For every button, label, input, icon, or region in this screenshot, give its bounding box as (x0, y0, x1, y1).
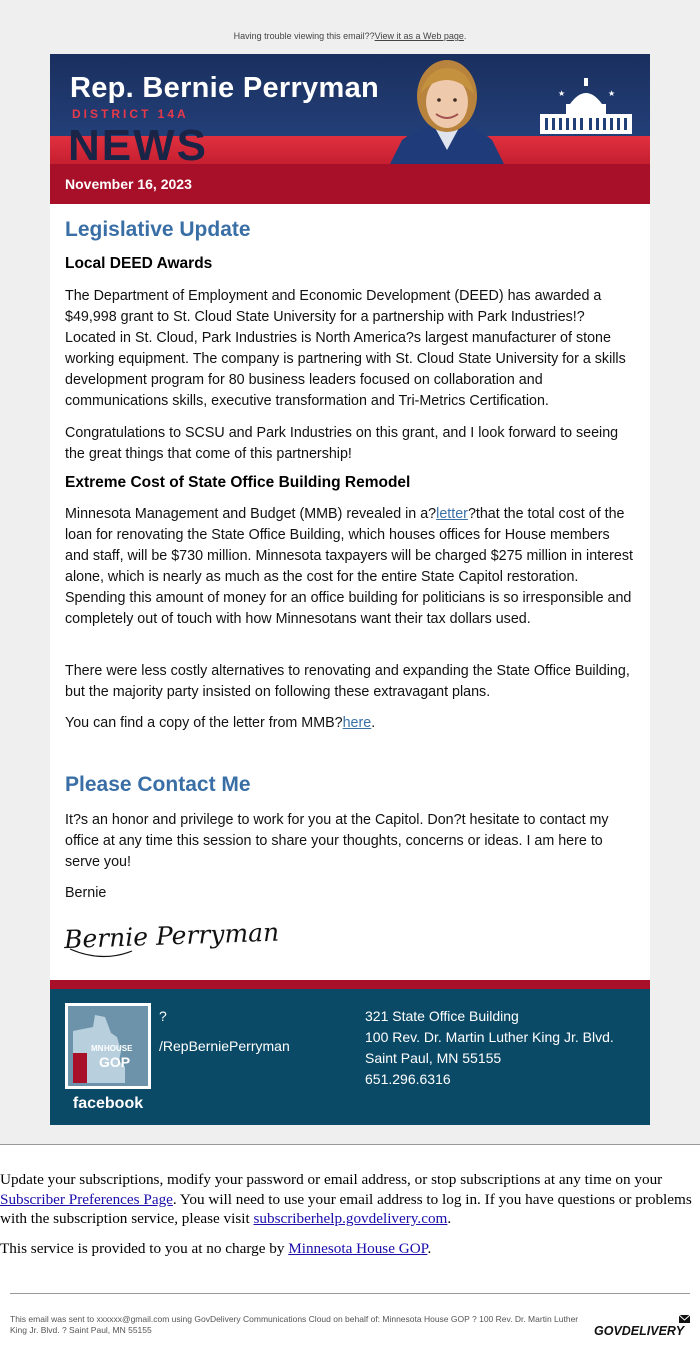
preheader-text: Having trouble viewing this email?? (233, 31, 375, 41)
address-line: 321 State Office Building (365, 1008, 519, 1024)
mn-house-gop-logo (65, 1003, 151, 1115)
letter-link[interactable]: letter (436, 506, 468, 522)
facebook-handle[interactable]: /RepBerniePerryman (159, 1038, 290, 1054)
newsletter-card (50, 54, 650, 1125)
news-wordmark: NEWS (68, 121, 208, 170)
sob-paragraph-2: There were less costly alternatives to renovating and expanding the State Office Building, but the majority party insisted on following these extravagant plans. (65, 663, 630, 700)
subscription-notice: Update your subscriptions, modify your password or email address, or stop subscriptions at any time on your Subscriber Preferences Page. You will need to use your email address to log in. If you have questions or problems with the subscription service, please visit subscriberhelp.govdelivery.com. (0, 1171, 692, 1227)
divider (0, 1144, 700, 1145)
svg-text:HOUSE: HOUSE (104, 1044, 133, 1053)
sob-title: Extreme Cost of State Office Building Remodel (65, 474, 411, 491)
contact-body: It?s an honor and privilege to work for you at the Capitol. Don?t hesitate to contact my office at any time this session to share your thoughts, concerns or ideas. I am here to serve you! (65, 812, 609, 870)
govdelivery-logo[interactable] (594, 1313, 694, 1339)
signature-image (62, 907, 280, 967)
svg-text:Bernie Perryman: Bernie Perryman (63, 917, 280, 955)
svg-text:GOVDELIVERY: GOVDELIVERY (594, 1324, 685, 1338)
portrait-photo (380, 54, 514, 164)
office-address (365, 1006, 614, 1090)
divider (10, 1293, 690, 1294)
header-banner (50, 54, 650, 204)
contact-heading: Please Contact Me (65, 773, 251, 796)
sent-notice: This email was sent to xxxxxx@gmail.com using GovDelivery Communications Cloud on behalf of: Minnesota House GOP ? 100 Rev. Dr. Martin Luther King Jr. Blvd. ? Saint Paul, MN 55155 (10, 1314, 579, 1335)
service-notice: This service is provided to you at no charge by Minnesota House GOP. (0, 1240, 432, 1257)
legislative-heading: Legislative Update (65, 218, 251, 241)
minnesota-house-gop-link[interactable]: Minnesota House GOP (288, 1240, 428, 1257)
phone-number: 651.296.6316 (365, 1071, 451, 1087)
facebook-link[interactable] (65, 1003, 151, 1115)
signoff: Bernie (65, 885, 107, 901)
preheader: Having trouble viewing this email??View it as a Web page. (233, 31, 467, 41)
footer-divider (50, 980, 650, 989)
issue-date: November 16, 2023 (65, 176, 192, 192)
view-web-page-link[interactable]: View it as a Web page (374, 31, 464, 41)
deed-title: Local DEED Awards (65, 255, 213, 272)
footer (50, 989, 650, 1125)
subscriber-preferences-link[interactable]: Subscriber Preferences Page (0, 1190, 173, 1208)
svg-text:★: ★ (608, 89, 616, 98)
capitol-icon (536, 78, 636, 136)
sob-paragraph-1: Minnesota Management and Budget (MMB) revealed in a?letter?that the total cost of the loan for renovating the State Office Building, which houses offices for House members and staff, will be $730 million. Minnesota taxpayers will be charged $275 million in interest alone, which is nearly as much as the cost for the entire State Capitol restoration. Spending this amount of money for an office building for politicians is so irresponsible and completely out of touch with how Minnesotans want their tax dollars used. (65, 506, 633, 627)
address-line: 100 Rev. Dr. Martin Luther King Jr. Blvd. (365, 1029, 614, 1045)
address-line: Saint Paul, MN 55155 (365, 1050, 502, 1066)
svg-text:★: ★ (558, 89, 566, 98)
envelope-icon (679, 1315, 690, 1323)
svg-text:GOP: GOP (99, 1054, 131, 1070)
deed-paragraph-2: Congratulations to SCSU and Park Industries on this grant, and I look forward to seeing the great things that come of this partnership! (65, 425, 619, 462)
here-link[interactable]: here (342, 715, 372, 731)
svg-text:MN: MN (91, 1044, 104, 1053)
deed-paragraph-1: The Department of Employment and Economic Development (DEED) has awarded a $49,998 grant to St. Cloud State University for a partnership with Park Industries!? Located in St. Cloud, Park Industries is North America?s largest manufacturer of stone working equipment. The company is partnering with St. Cloud State University for a skills development program for 80 business leaders focused on collaboration and communications skills, executive transformation and Tri-Metrics Certification. (65, 288, 626, 409)
rep-name: Rep. Bernie Perryman (70, 72, 380, 104)
district-label: DISTRICT 14A (72, 107, 189, 121)
sob-paragraph-3: You can find a copy of the letter from MMB?here. (65, 715, 376, 731)
facebook-label: ? (159, 1008, 167, 1024)
svg-text:facebook: facebook (72, 1095, 144, 1112)
subscriber-help-link[interactable]: subscriberhelp.govdelivery.com (253, 1210, 448, 1227)
